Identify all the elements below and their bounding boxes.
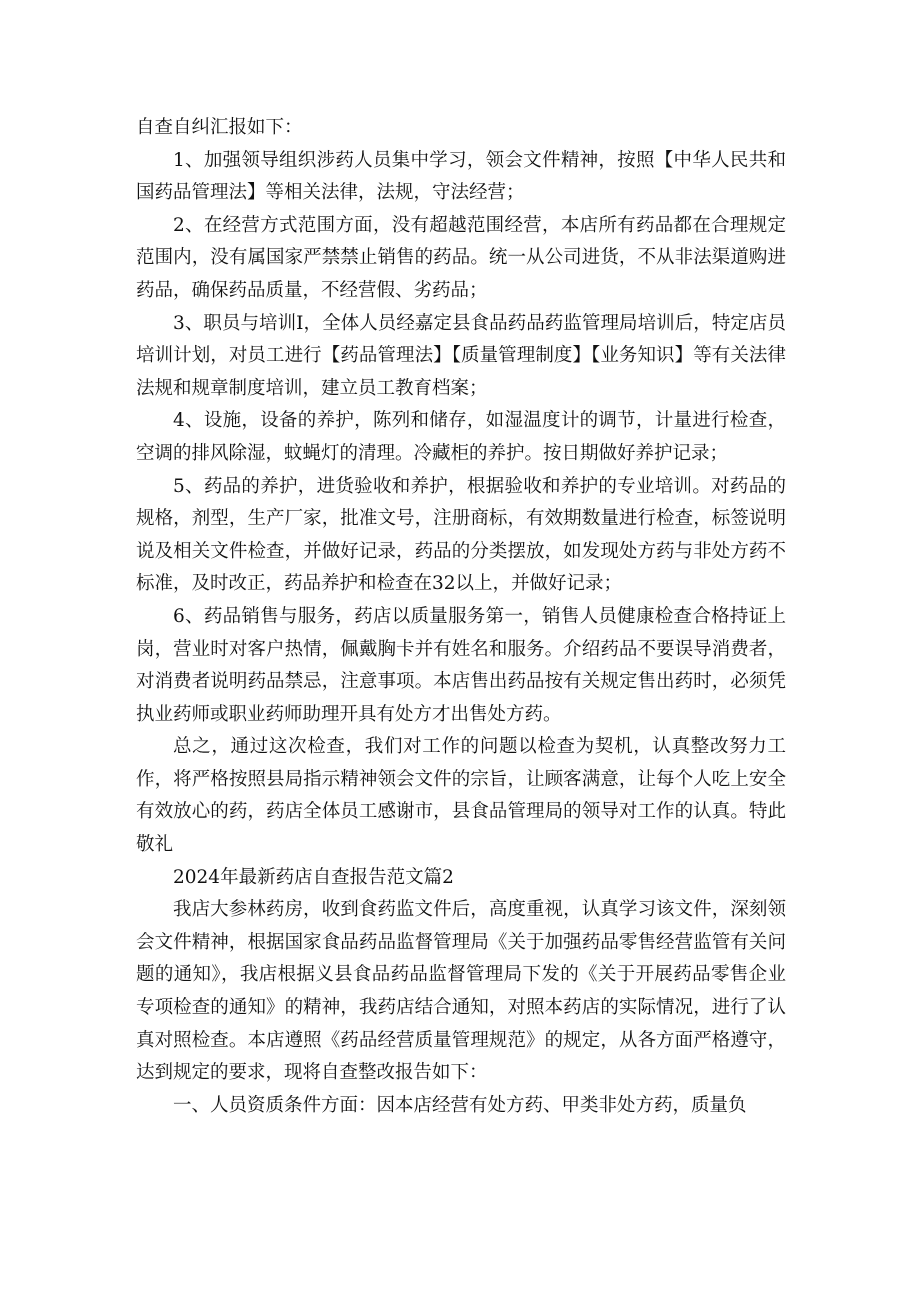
summary-paragraph: 总之，通过这次检查，我们对工作的问题以检查为契机，认真整改努力工作，将严格按照县局指示精神领会文件的宗旨，让顾客满意，让每个人吃上安全有效放心的药，药店全体员工感谢市，县食品管理局的领导对工作的认真。特此敬礼: [136, 736, 786, 856]
section-2-paragraph-2: 一、人员资质条件方面：因本店经营有处方药、甲类非处方药，质量负: [173, 1094, 747, 1116]
document-body: [136, 112, 786, 1122]
section-2-title: 2024年最新药店自查报告范文篇2: [173, 866, 454, 888]
list-item-1: 1、加强领导组织涉药人员集中学习，领会文件精神，按照【中华人民共和国药品管理法】等相关法律，法规，守法经营；: [136, 149, 786, 204]
list-item-3: 3、职员与培训I，全体人员经嘉定县食品药品药监管理局培训后，特定店员培训计划，对员工进行【药品管理法】【质量管理制度】【业务知识】等有关法律法规和规章制度培训，建立员工教育档案；: [136, 312, 786, 399]
list-item-6: 6、药品销售与服务，药店以质量服务第一，销售人员健康检查合格持证上岗，营业时对客户热情，佩戴胸卡并有姓名和服务。介绍药品不要误导消费者，对消费者说明药品禁忌，注意事项。本店售出药品按有关规定售出药时，必须凭执业药师或职业药师助理开具有处方才出售处方药。: [136, 605, 786, 725]
list-item-4: 4、设施，设备的养护，陈列和储存，如湿温度计的调节，计量进行检查，空调的排风除湿，蚊蝇灯的清理。冷藏柜的养护。按日期做好养护记录；: [136, 410, 786, 464]
section-2-paragraph-1: 我店大参林药房，收到食药监文件后，高度重视，认真学习该文件，深刻领会文件精神，根据国家食品药品监督管理局《关于加强药品零售经营监管有关问题的通知》，我店根据义县食品药品监督管理局下发的《关于开展药品零售企业专项检查的通知》的精神，我药店结合通知，对照本药店的实际情况，进行了认真对照检查。本店遵照《药品经营质量管理规范》的规定，从各方面严格遵守，达到规定的要求，现将自查整改报告如下：: [136, 899, 786, 1084]
intro-line: 自查自纠汇报如下：: [136, 117, 303, 138]
list-item-5: 5、药品的养护，进货验收和养护，根据验收和养护的专业培训。对药品的规格，剂型，生产厂家，批准文号，注册商标，有效期数量进行检查，标签说明说及相关文件检查，并做好记录，药品的分类摆放，如发现处方药与非处方药不标准，及时改正，药品养护和检查在32以上，并做好记录；: [136, 475, 786, 595]
list-item-2: 2、在经营方式范围方面，没有超越范围经营，本店所有药品都在合理规定范围内，没有属国家严禁禁止销售的药品。统一从公司进货，不从非法渠道购进药品，确保药品质量，不经营假、劣药品；: [136, 214, 786, 301]
